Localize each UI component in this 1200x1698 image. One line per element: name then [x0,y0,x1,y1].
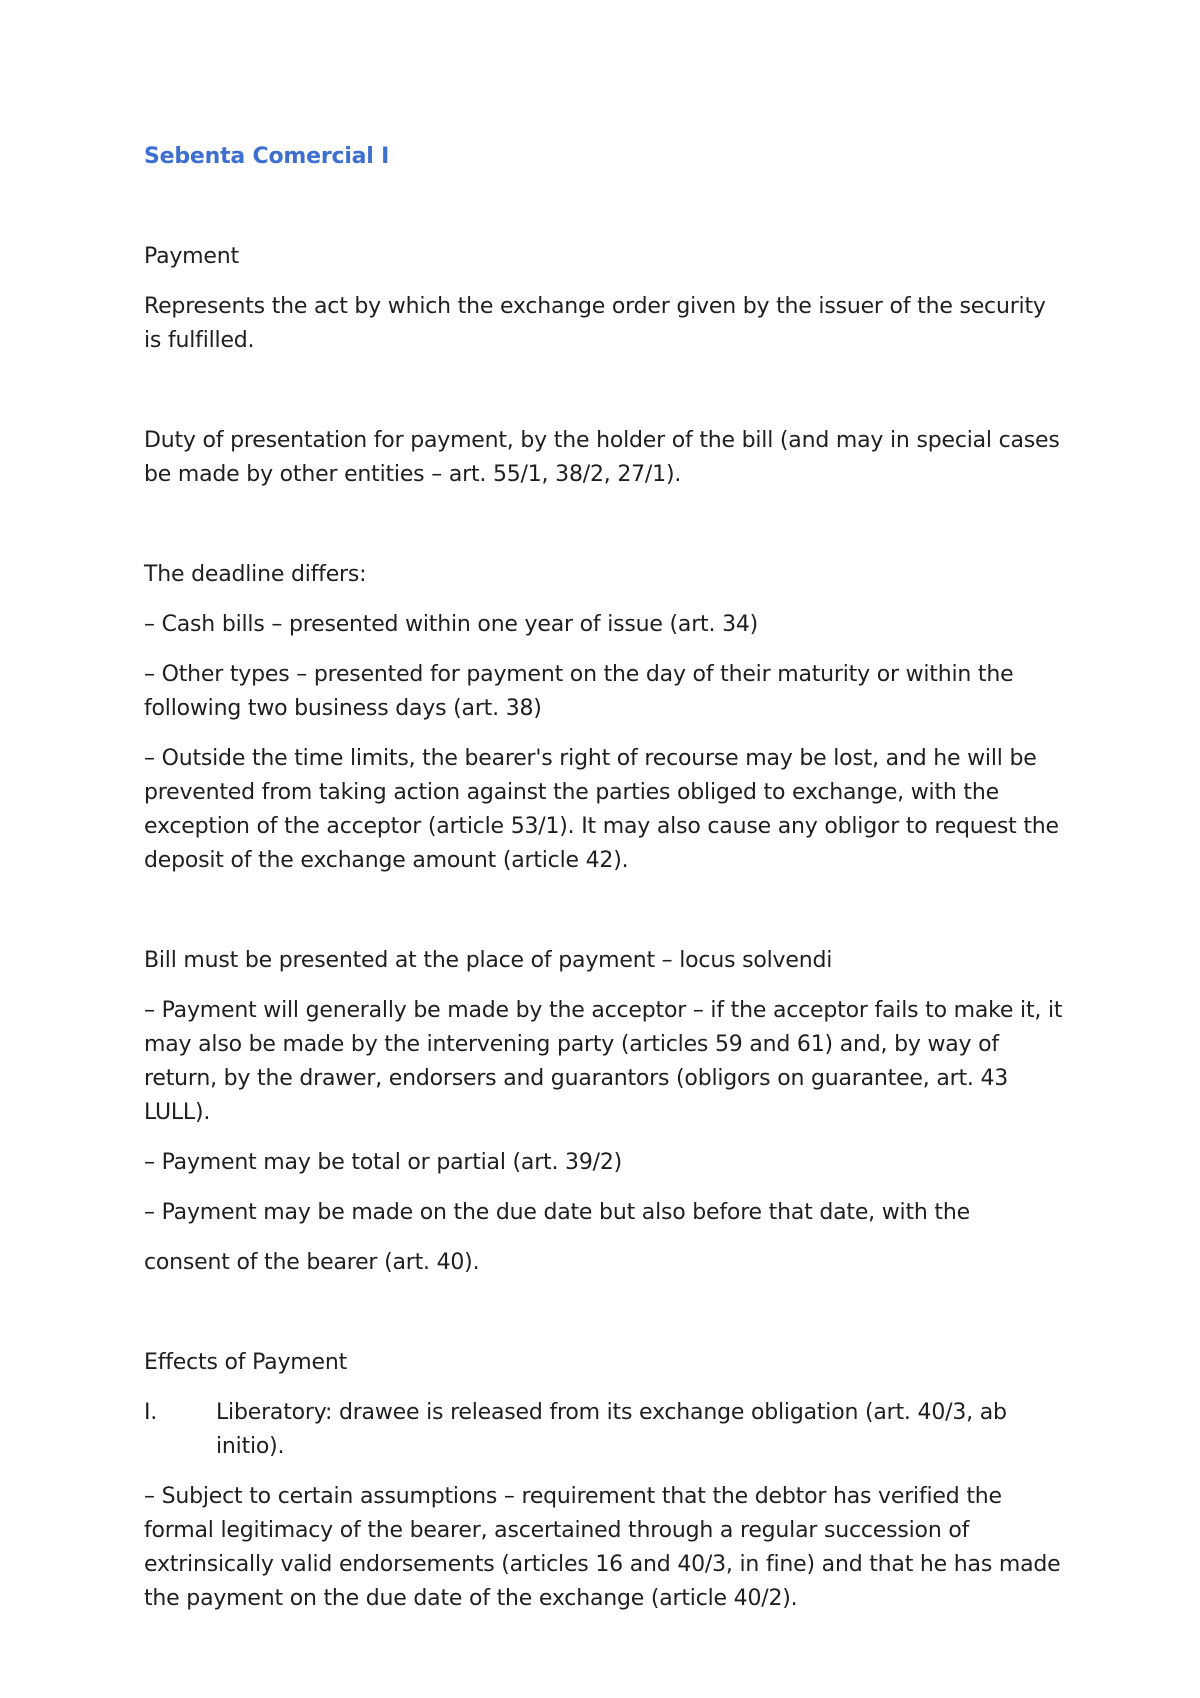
section-heading-payment: Payment [144,244,239,269]
bullet-other-types: – Other types – presented for payment on the day of their maturity or within the following two business days (art. 38) [144,662,1014,721]
numbered-item-marker: I. [144,1400,158,1425]
bullet-acceptor: – Payment will generally be made by the acceptor – if the acceptor fails to make it, it may also be made by the intervening party (articles 59 and 61) and, by way of return, by the drawer, endorsers and guarantors (obligors on guarantee, art. 43 LULL). [144,998,1063,1125]
paragraph-place-of-payment: Bill must be presented at the place of payment – locus solvendi [144,948,833,973]
document-body [144,140,1064,1632]
bullet-cash-bills: – Cash bills – presented within one year of issue (art. 34) [144,612,759,637]
bullet-due-date-continued: consent of the bearer (art. 40). [144,1250,480,1275]
bullet-outside-limits: – Outside the time limits, the bearer's right of recourse may be lost, and he will be prevented from taking action against the parties obliged to exchange, with the exception of the acceptor (article 53/1). It may also cause any obligor to request the deposit of the exchange amount (article 42). [144,746,1059,873]
numbered-item-text: Liberatory: drawee is released from its exchange obligation (art. 40/3, ab initio). [216,1400,1007,1459]
bullet-due-date: – Payment may be made on the due date but also before that date, with the [144,1200,970,1225]
paragraph-deadline: The deadline differs: [144,562,367,587]
numbered-item-liberatory [144,1396,1064,1464]
document-title: Sebenta Comercial I [144,144,390,169]
section-heading-effects: Effects of Payment [144,1350,348,1375]
bullet-assumptions: – Subject to certain assumptions – requirement that the debtor has verified the formal legitimacy of the bearer, ascertained through a regular succession of extrinsically valid endorsements (articles 16 and 40/3, in fine) and that he has made the payment on the due date of the exchange (article 40/2). [144,1484,1061,1611]
bullet-total-partial: – Payment may be total or partial (art. 39/2) [144,1150,623,1175]
paragraph-definition: Represents the act by which the exchange order given by the issuer of the security is fulfilled. [144,294,1046,353]
paragraph-duty-presentation: Duty of presentation for payment, by the holder of the bill (and may in special cases be made by other entities – art. 55/1, 38/2, 27/1). [144,428,1060,487]
